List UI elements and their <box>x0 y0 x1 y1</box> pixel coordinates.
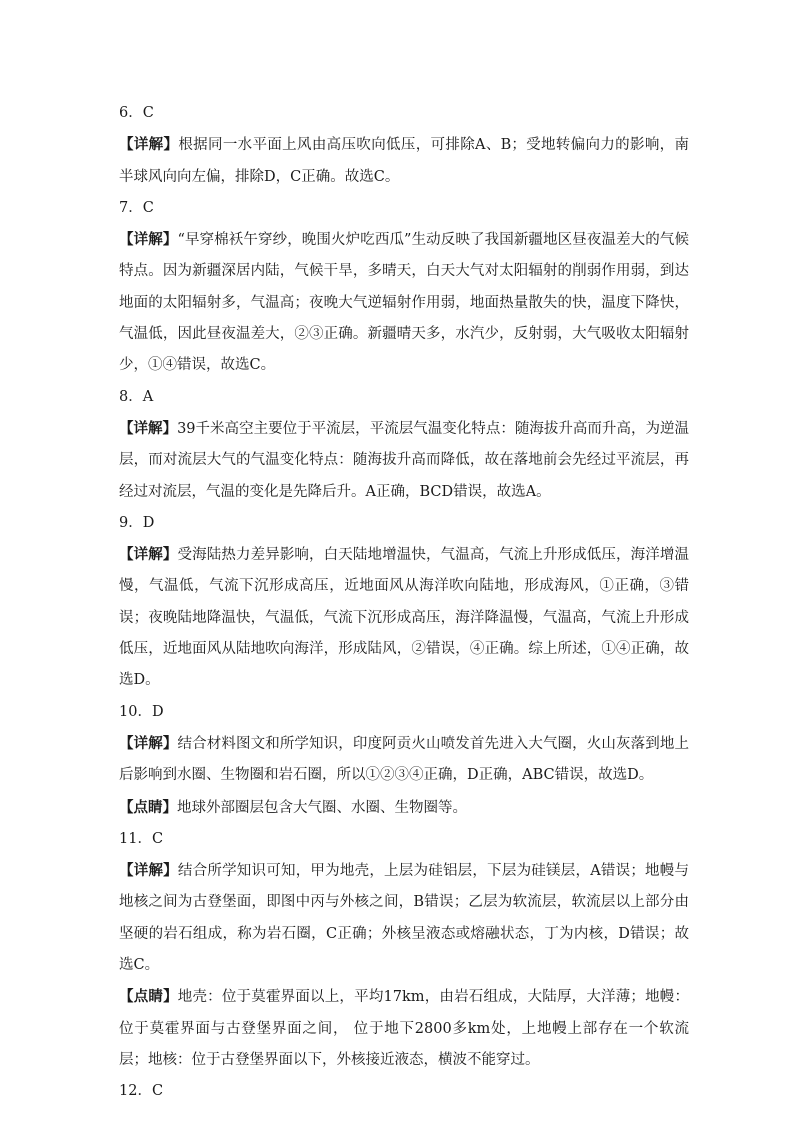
section-tag: 【点睛】 <box>119 798 177 816</box>
answer-page <box>119 98 689 1108</box>
explanation-text: 受海陆热力差异影响，白天陆地增温快，气温高，气流上升形成低压，海洋增温慢，气温低，气流下沉形成高压，近地面风从海洋吹向陆地，形成海风，①正确，③错误；夜晚陆地降温快，气温低，气流下沉形成高压，海洋降温慢，气温高，气流上升形成低压，近地面风从陆地吹向海洋，形成陆风，②错误，④正确。综上所述，①④正确，故选D。 <box>119 547 690 689</box>
explanation-paragraph <box>119 413 689 508</box>
explanation-paragraph <box>119 224 689 381</box>
answer-list <box>119 98 689 1108</box>
explanation-paragraph <box>119 981 689 1076</box>
answer-number: 10．D <box>119 703 164 720</box>
answer-number: 12．C <box>119 1083 164 1100</box>
explanation-text: 根据同一水平面上风由高压吹向低压，可排除A、B；受地转偏向力的影响，南半球风向向左偏，排除D，C正确。故选C。 <box>119 137 690 185</box>
section-tag: 【详解】 <box>119 231 178 249</box>
explanation-paragraph <box>119 539 689 696</box>
answer-number: 7．C <box>119 199 154 216</box>
explanation-paragraph <box>119 129 689 193</box>
explanation-text: 结合所学知识可知，甲为地壳，上层为硅铝层，下层为硅镁层，A错误；地幔与地核之间为古登堡面，即图中丙与外核之间，B错误；乙层为软流层，软流层以上部分由坚硬的岩石组成，称为岩石圈，C正确；外核呈液态或熔融状态，丁为内核，D错误；故选C。 <box>119 863 690 974</box>
explanation-paragraph <box>119 855 689 981</box>
section-tag: 【详解】 <box>119 862 178 880</box>
explanation-text: 地球外部圈层包含大气圈、水圈、生物圈等。 <box>177 799 467 816</box>
answer-number: 9．D <box>119 514 155 531</box>
section-tag: 【详解】 <box>119 734 178 752</box>
section-tag: 【详解】 <box>119 136 179 154</box>
explanation-paragraph <box>119 728 689 792</box>
explanation-text: 结合材料图文和所学知识，印度阿贡火山喷发首先进入大气圈，火山灰落到地上后影响到水圈、生物圈和岩石圈，所以①②③④正确，D正确，ABC错误，故选D。 <box>119 735 690 784</box>
answer-number: 8．A <box>119 388 154 405</box>
explanation-text: 39千米高空主要位于平流层，平流层气温变化特点：随海拔升高而升高，为逆温层，而对流层大气的气温变化特点：随海拔升高而降低，故在落地前会先经过平流层，再经过对流层，气温的变化是先降后升。A正确，BCD错误，故选A。 <box>119 420 689 500</box>
answer-number: 11．C <box>119 830 164 847</box>
explanation-text: “早穿棉袄午穿纱，晚围火炉吃西瓜”生动反映了我国新疆地区昼夜温差大的气候特点。因为新疆深居内陆，气候干旱，多晴天，白天大气对太阳辐射的削弱作用弱，到达地面的太阳辐射多，气温高；夜晚大气逆辐射作用弱，地面热量散失的快，温度下降快，气温低，因此昼夜温差大，②③正确。新疆晴天多，水汽少，反射弱，大气吸收太阳辐射少，①④错误，故选C。 <box>119 232 690 374</box>
section-tag: 【详解】 <box>119 546 178 564</box>
section-tag: 【详解】 <box>119 419 178 437</box>
explanation-paragraph <box>119 792 689 824</box>
answer-number: 6．C <box>119 105 154 121</box>
explanation-text: 地壳：位于莫霍界面以上，平均17km，由岩石组成，大陆厚，大洋薄；地幔：位于莫霍界面与古登堡界面之间， 位于地下2800多km处，上地幔上部存在一个软流层；地核：位于古登堡界面以下，外核接近液态，横波不能穿过。 <box>119 989 690 1068</box>
section-tag: 【点睛】 <box>119 988 178 1006</box>
